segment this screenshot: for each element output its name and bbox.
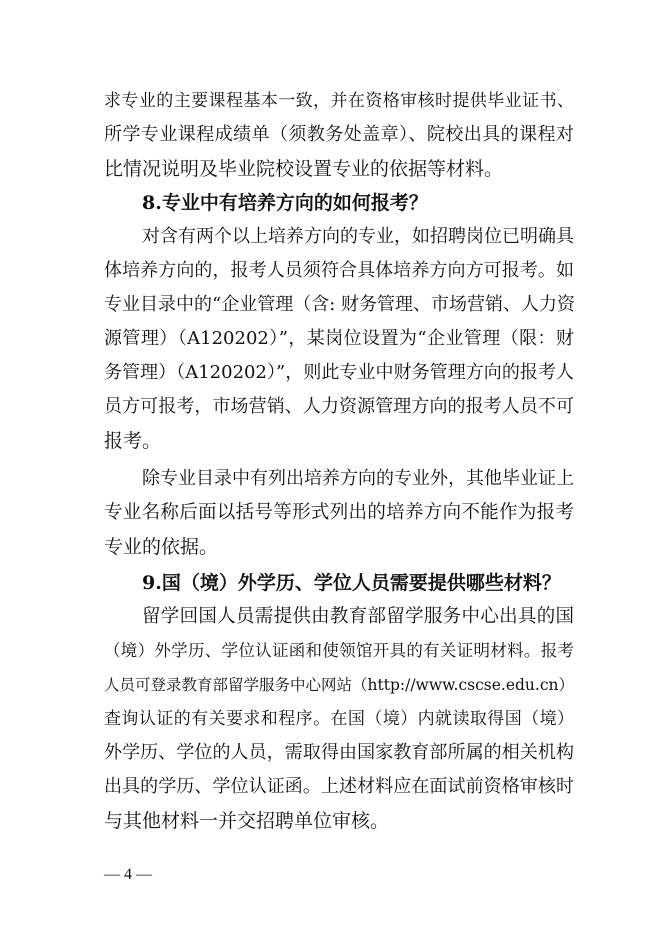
- paragraph-line: 比情况说明及毕业院校设置专业的依据等材料。: [104, 158, 504, 180]
- paragraph-line: 对含有两个以上培养方向的专业，如招聘岗位已明确具: [142, 226, 574, 247]
- paragraph-line: 与其他材料一并交招聘单位审核。: [104, 810, 390, 832]
- paragraph-line: 报考。: [104, 430, 162, 452]
- paragraph-line: 求专业的主要课程基本一致，并在资格审核时提供毕业证书、: [104, 91, 574, 111]
- paragraph-line: （境）外学历、学位认证函和使领馆开具的有关证明材料。报考: [104, 641, 574, 660]
- section-heading-9: 9.国（境）外学历、学位人员需要提供哪些材料？: [142, 572, 561, 594]
- paragraph-line: 留学回国人员需提供由教育部留学服务中心出具的国: [142, 606, 574, 627]
- paragraph-line: 专业名称后面以括号等形式列出的培养方向不能作为报考: [104, 502, 574, 523]
- paragraph-line: 源管理）（A120202）”，某岗位设置为“企业管理（限：财: [104, 328, 574, 349]
- paragraph-line: 出具的学历、学位认证函。上述材料应在面试前资格审核时: [104, 776, 574, 797]
- paragraph-line: 所学专业课程成绩单（须教务处盖章）、院校出具的课程对: [104, 124, 574, 145]
- paragraph-line: 员方可报考，市场营销、人力资源管理方向的报考人员不可: [104, 396, 574, 417]
- paragraph-line: 除专业目录中有列出培养方向的专业外，其他毕业证上: [142, 468, 574, 489]
- paragraph-line: 体培养方向的，报考人员须符合具体培养方向方可报考。如: [104, 260, 574, 281]
- paragraph-line: 务管理）（A120202）”，则此专业中财务管理方向的报考人: [104, 362, 574, 383]
- paragraph-line: 专业的依据。: [104, 536, 219, 558]
- page-number: — 4 —: [104, 866, 152, 883]
- paragraph-line: 查询认证的有关要求和程序。在国（境）内就读取得国（境）: [104, 709, 574, 729]
- section-heading-8: 8.专业中有培养方向的如何报考？: [142, 192, 428, 214]
- paragraph-line: 外学历、学位的人员，需取得由国家教育部所属的相关机构: [104, 742, 574, 763]
- paragraph-line: 专业目录中的“企业管理（含: 财务管理、市场营销、人力资: [104, 294, 575, 315]
- paragraph-line: 人员可登录教育部留学服务中心网站（http://www.cscse.edu.cn）: [104, 676, 574, 694]
